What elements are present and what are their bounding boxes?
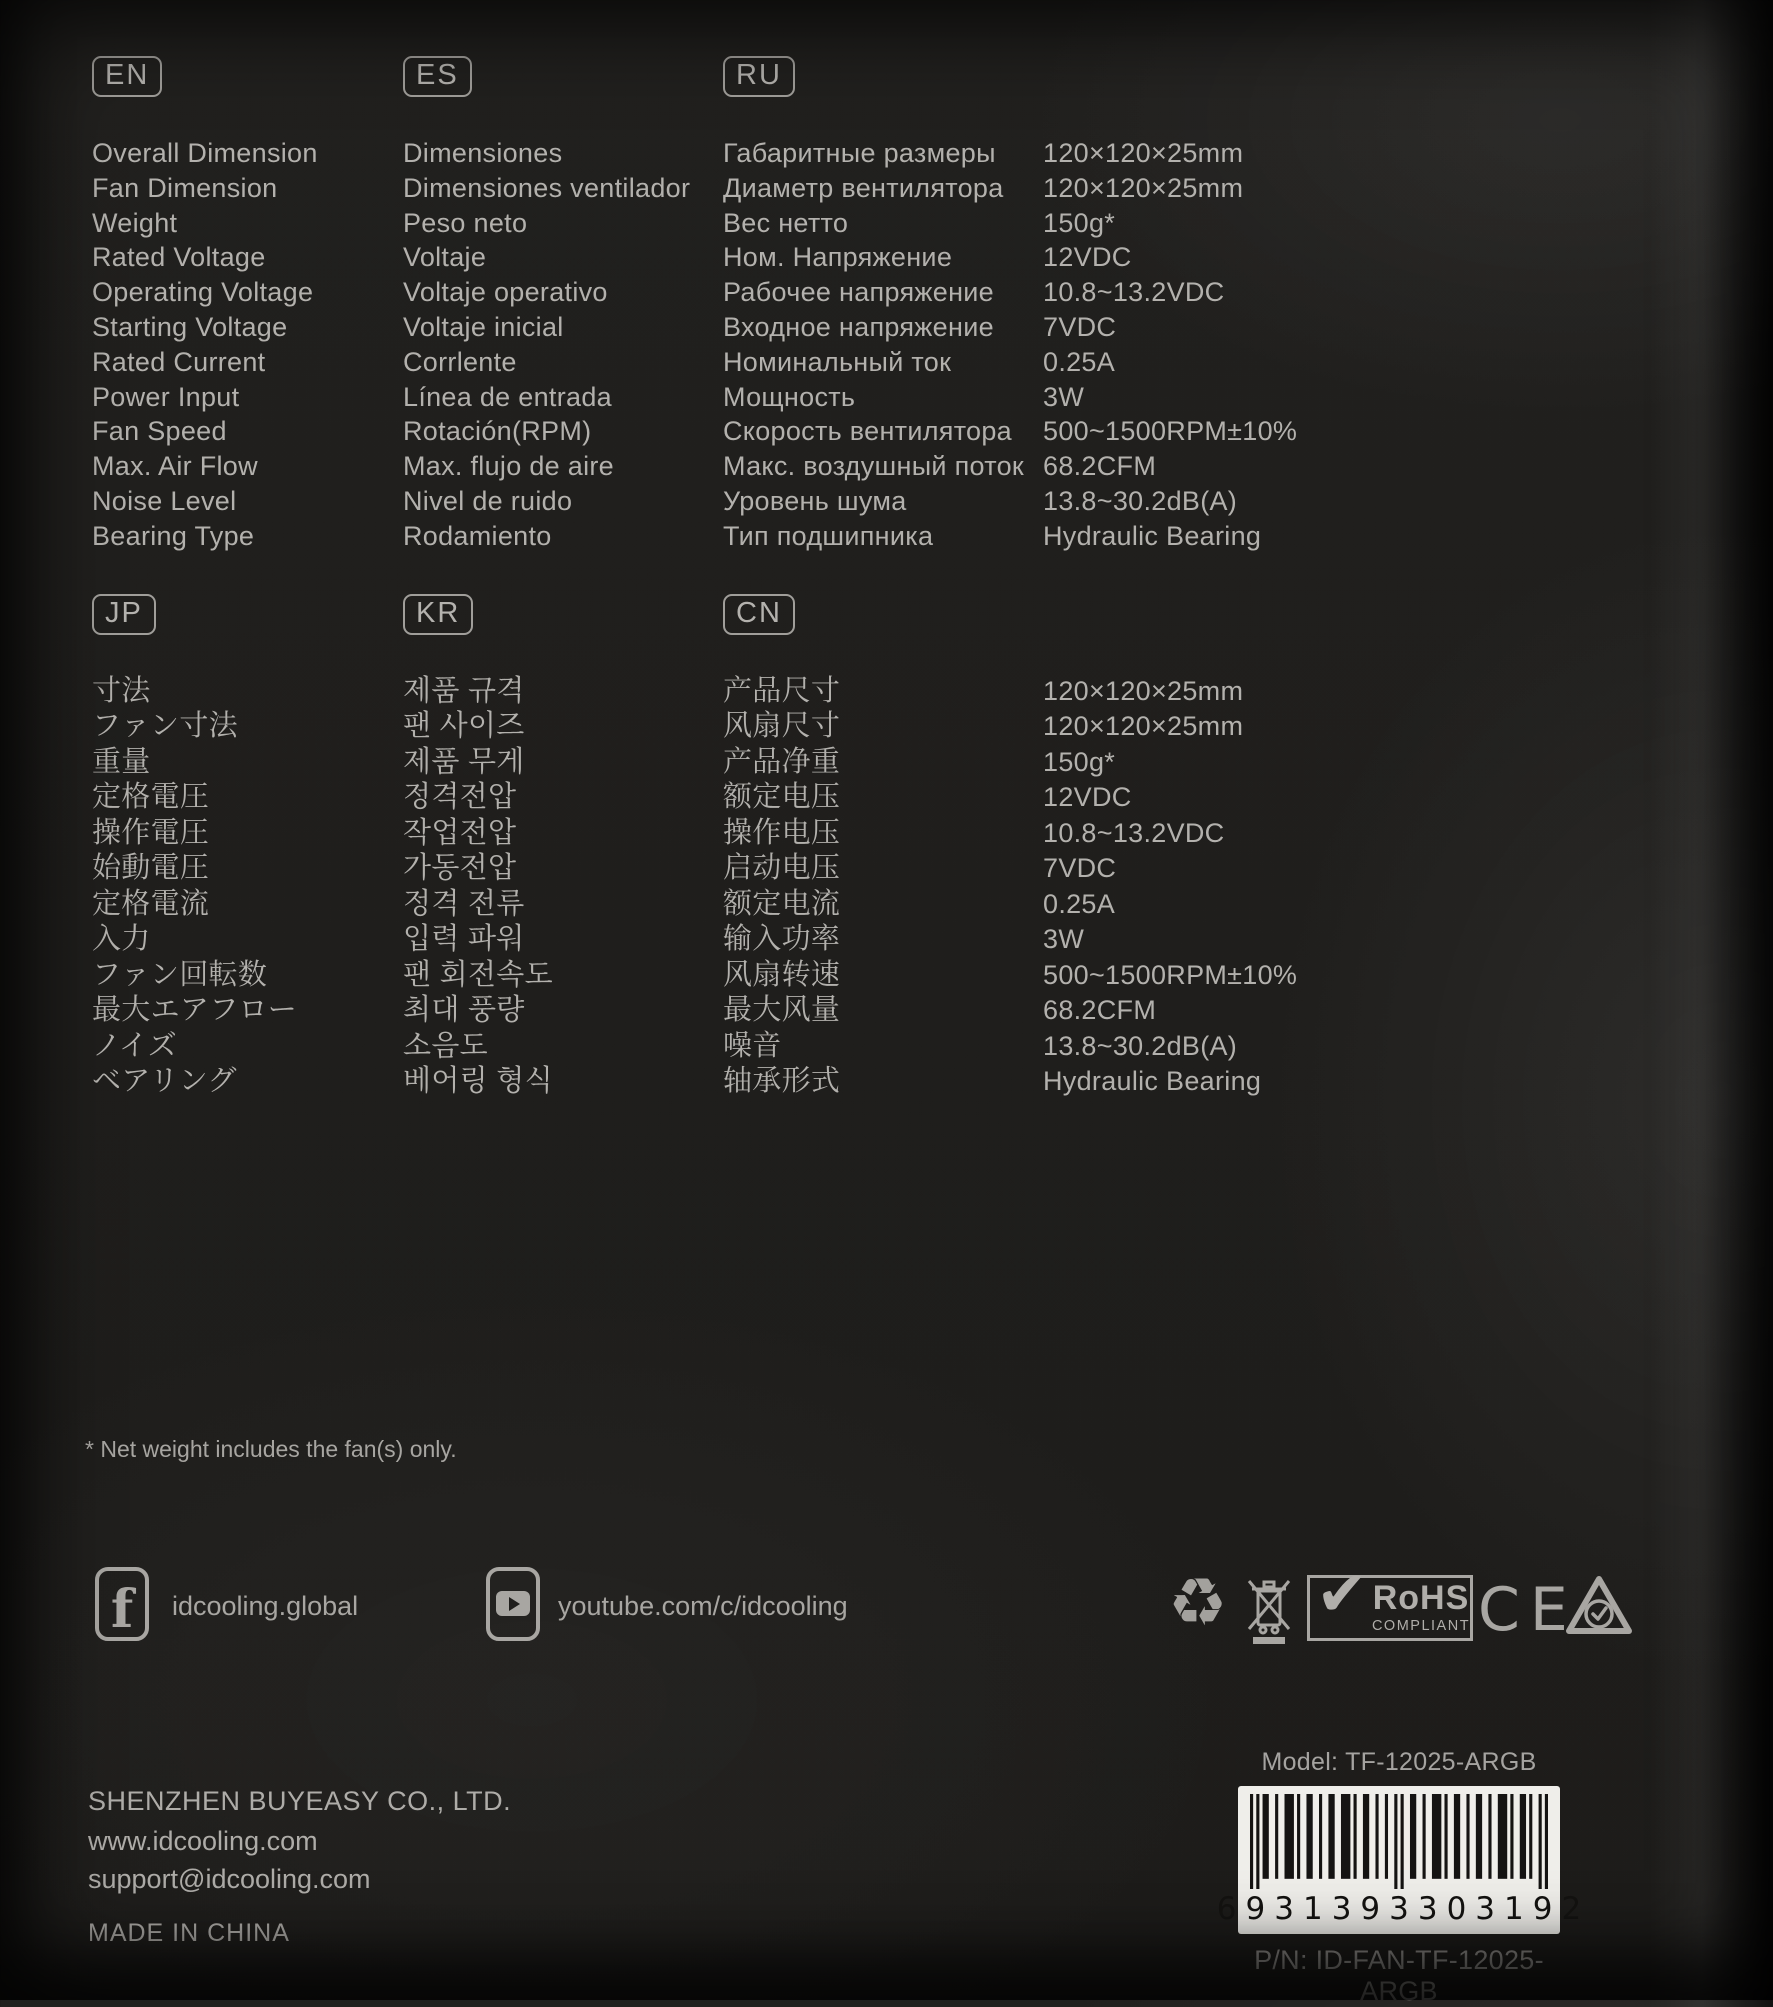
- spec-label-en: Power Input: [92, 381, 240, 412]
- spec-label-cn: 轴承形式: [723, 1065, 841, 1098]
- spec-value: 10.8~13.2VDC: [1043, 277, 1225, 308]
- rohs-check-icon: ✔: [1316, 1559, 1368, 1629]
- spec-label-kr: 작업전압: [403, 816, 517, 849]
- spec-label-en: Weight: [92, 207, 178, 238]
- spec-label-ru: Габаритные размеры: [723, 138, 996, 168]
- spec-label-en: Rated Voltage: [92, 242, 266, 273]
- social-cert-row: [0, 1559, 1773, 1662]
- youtube-play-icon: [496, 1591, 530, 1616]
- spec-value: 13.8~30.2dB(A): [1043, 485, 1238, 516]
- spec-section-cjk: [0, 594, 1773, 1100]
- part-number-label: P/N: ID-FAN-TF-12025-ARGB: [1254, 1945, 1544, 2006]
- barcode-bars: [1250, 1794, 1548, 1889]
- spec-label-jp: 定格電流: [92, 887, 210, 920]
- spec-rows-cjk: [0, 674, 1773, 1100]
- spec-value: 0.25A: [1043, 346, 1116, 377]
- spec-label-cn: 最大风量: [723, 994, 841, 1027]
- spec-label-kr: 베어링 형식: [403, 1065, 553, 1098]
- spec-value: 12VDC: [1043, 782, 1132, 813]
- spec-label-cn: 风扇转速: [723, 958, 841, 991]
- spec-label-kr: 가동전압: [403, 852, 517, 885]
- spec-label-es: Rodamiento: [403, 520, 552, 551]
- spec-value: 120×120×25mm: [1043, 172, 1244, 203]
- company-info: [88, 1786, 511, 1948]
- spec-label-cn: 噪音: [723, 1029, 782, 1062]
- spec-value: 500~1500RPM±10%: [1043, 959, 1298, 990]
- company-name: SHENZHEN BUYEASY CO., LTD.: [88, 1786, 512, 1816]
- spec-label-es: Voltaje operativo: [403, 277, 608, 308]
- spec-value: 3W: [1043, 381, 1085, 412]
- youtube-icon: [486, 1567, 540, 1641]
- spec-row: [92, 851, 1773, 887]
- spec-value: 68.2CFM: [1043, 995, 1157, 1026]
- spec-label-ru: Входное напряжение: [723, 311, 994, 342]
- spec-label-kr: 소음도: [403, 1029, 488, 1062]
- spec-label-es: Línea de entrada: [403, 381, 612, 412]
- spec-value: 68.2CFM: [1043, 451, 1157, 482]
- rohs-label: RoHS: [1372, 1579, 1470, 1618]
- spec-row: [92, 674, 1773, 710]
- spec-row: [92, 958, 1773, 994]
- spec-label-ru: Номинальный ток: [723, 346, 952, 377]
- spec-label-kr: 제품 규격: [403, 674, 525, 707]
- spec-value: 3W: [1043, 924, 1085, 955]
- spec-label-cn: 操作电压: [723, 816, 841, 849]
- spec-label-ru: Скорость вентилятора: [723, 416, 1012, 447]
- spec-label-kr: 정격전압: [403, 781, 517, 814]
- spec-value: Hydraulic Bearing: [1043, 1066, 1262, 1097]
- spec-label-es: Voltaje inicial: [403, 311, 564, 342]
- spec-label-kr: 팬 사이즈: [403, 710, 525, 743]
- spec-label-cn: 产品净重: [723, 745, 841, 778]
- weee-bin-icon: [1247, 1571, 1291, 1647]
- spec-value: 500~1500RPM±10%: [1043, 416, 1298, 447]
- spec-label-en: Overall Dimension: [92, 138, 318, 168]
- spec-label-jp: 定格電圧: [92, 781, 210, 814]
- spec-label-en: Noise Level: [92, 485, 237, 516]
- spec-label-jp: ファン寸法: [92, 710, 238, 743]
- spec-label-es: Corrlente: [403, 346, 517, 377]
- ce-mark: CE: [1478, 1574, 1578, 1645]
- spec-label-jp: 寸法: [92, 674, 151, 707]
- spec-label-cn: 额定电流: [723, 887, 841, 920]
- spec-value: 120×120×25mm: [1043, 675, 1244, 706]
- spec-row: [92, 780, 1773, 816]
- spec-label-ru: Макс. воздушный поток: [723, 451, 1025, 482]
- language-badge: JP: [92, 594, 156, 635]
- spec-label-es: Max. flujo de aire: [403, 451, 614, 482]
- spec-label-cn: 输入功率: [723, 923, 841, 956]
- spec-row: [92, 380, 1773, 415]
- language-badge: KR: [403, 594, 473, 635]
- spec-label-jp: 入力: [92, 923, 151, 956]
- spec-label-ru: Тип подшипника: [723, 520, 934, 551]
- spec-label-cn: 启动电压: [723, 852, 841, 885]
- spec-label-en: Fan Dimension: [92, 172, 278, 203]
- net-weight-footnote: * Net weight includes the fan(s) only.: [85, 1435, 457, 1462]
- language-badge: EN: [92, 56, 162, 97]
- model-label: Model: TF-12025-ARGB: [1261, 1748, 1537, 1776]
- barcode: [1216, 1786, 1591, 1934]
- spec-row: [92, 206, 1773, 241]
- spec-label-jp: 重量: [92, 745, 151, 778]
- spec-row: [92, 484, 1773, 519]
- spec-label-jp: 始動電圧: [92, 852, 210, 885]
- spec-label-es: Dimensiones: [403, 138, 563, 168]
- spec-label-cn: 额定电压: [723, 781, 841, 814]
- spec-label-ru: Рабочее напряжение: [723, 277, 994, 308]
- spec-row: [92, 993, 1773, 1029]
- spec-label-jp: ノイズ: [92, 1029, 178, 1062]
- language-badge-row: [0, 56, 1773, 100]
- spec-row: [92, 171, 1773, 206]
- badge-cell: [92, 56, 403, 100]
- spec-section-latin: [0, 56, 1773, 554]
- spec-rows-latin: [0, 136, 1773, 554]
- badge-cell: [723, 594, 1043, 638]
- spec-row: [92, 240, 1773, 275]
- spec-value: Hydraulic Bearing: [1043, 520, 1262, 551]
- spec-label-kr: 제품 무게: [403, 745, 525, 778]
- spec-label-ru: Мощность: [723, 381, 856, 412]
- spec-row: [92, 1064, 1773, 1100]
- spec-label-en: Operating Voltage: [92, 277, 314, 308]
- spec-label-en: Rated Current: [92, 346, 266, 377]
- spec-row: [92, 922, 1773, 958]
- spec-row: [92, 345, 1773, 380]
- language-badge: CN: [723, 594, 795, 635]
- spec-row: [92, 519, 1773, 554]
- spec-label-es: Rotación(RPM): [403, 416, 592, 447]
- spec-label-es: Voltaje: [403, 242, 487, 273]
- spec-label-cn: 产品尺寸: [723, 674, 841, 707]
- rohs-compliant-label: COMPLIANT: [1371, 1618, 1471, 1635]
- spec-value: 120×120×25mm: [1043, 138, 1244, 168]
- spec-row: [92, 275, 1773, 310]
- facebook-f-glyph: f: [110, 1578, 134, 1640]
- spec-label-en: Fan Speed: [92, 416, 227, 447]
- barcode-number: 6931393303192: [1216, 1891, 1591, 1927]
- spec-label-jp: ベアリング: [92, 1065, 237, 1098]
- facebook-handle: idcooling.global: [172, 1590, 359, 1621]
- company-website: www.idcooling.com: [88, 1826, 318, 1856]
- spec-label-jp: 操作電圧: [92, 816, 210, 849]
- spec-label-kr: 최대 풍량: [403, 994, 525, 1027]
- spec-value: 13.8~30.2dB(A): [1043, 1030, 1238, 1061]
- badge-cell: [92, 594, 403, 638]
- spec-row: [92, 449, 1773, 484]
- spec-row: [92, 816, 1773, 852]
- language-badge: ES: [403, 56, 472, 97]
- badge-cell: [403, 594, 723, 638]
- language-badge: RU: [723, 56, 795, 97]
- spec-label-cn: 风扇尺寸: [723, 710, 841, 743]
- spec-label-es: Dimensiones ventilador: [403, 172, 691, 203]
- badge-cell: [403, 56, 723, 100]
- spec-row: [92, 709, 1773, 745]
- youtube-handle: youtube.com/c/idcooling: [558, 1590, 848, 1621]
- rohs-compliant-badge: [1307, 1559, 1473, 1641]
- spec-label-jp: 最大エアフロー: [92, 994, 298, 1027]
- barcode-block: [1216, 1748, 1591, 2007]
- spec-label-ru: Ном. Напряжение: [723, 242, 953, 273]
- spec-value: 120×120×25mm: [1043, 711, 1244, 742]
- spec-row: [92, 136, 1773, 171]
- spec-value: 7VDC: [1043, 311, 1117, 342]
- spec-label-ru: Вес нетто: [723, 207, 849, 238]
- spec-label-es: Peso neto: [403, 207, 528, 238]
- spec-label-kr: 정격 전류: [403, 887, 525, 920]
- spec-label-es: Nivel de ruido: [403, 485, 573, 516]
- language-badge-row: [0, 594, 1773, 638]
- spec-label-ru: Уровень шума: [723, 485, 907, 516]
- spec-value: 7VDC: [1043, 853, 1117, 884]
- facebook-icon: [95, 1567, 149, 1641]
- spec-row: [92, 745, 1773, 781]
- spec-row: [92, 1029, 1773, 1065]
- company-email: support@idcooling.com: [88, 1864, 371, 1894]
- made-in-label: MADE IN CHINA: [88, 1919, 290, 1947]
- spec-value: 10.8~13.2VDC: [1043, 817, 1225, 848]
- spec-row: [92, 414, 1773, 449]
- spec-value: 150g*: [1043, 207, 1116, 238]
- spec-value: 150g*: [1043, 746, 1116, 777]
- spec-label-en: Max. Air Flow: [92, 451, 258, 482]
- spec-label-ru: Диаметр вентилятора: [723, 172, 1004, 203]
- badge-cell: [723, 56, 1043, 100]
- spec-row: [92, 887, 1773, 923]
- spec-label-jp: ファン回転数: [92, 958, 268, 991]
- rcm-triangle-icon: [1562, 1573, 1636, 1641]
- spec-value: 0.25A: [1043, 888, 1116, 919]
- spec-label-en: Starting Voltage: [92, 311, 288, 342]
- spec-row: [92, 310, 1773, 345]
- spec-value: 12VDC: [1043, 242, 1132, 273]
- spec-label-en: Bearing Type: [92, 520, 255, 551]
- spec-label-kr: 입력 파워: [403, 923, 525, 956]
- spec-label-kr: 팬 회전속도: [403, 958, 553, 991]
- recycle-icon: ♻: [1168, 1564, 1228, 1639]
